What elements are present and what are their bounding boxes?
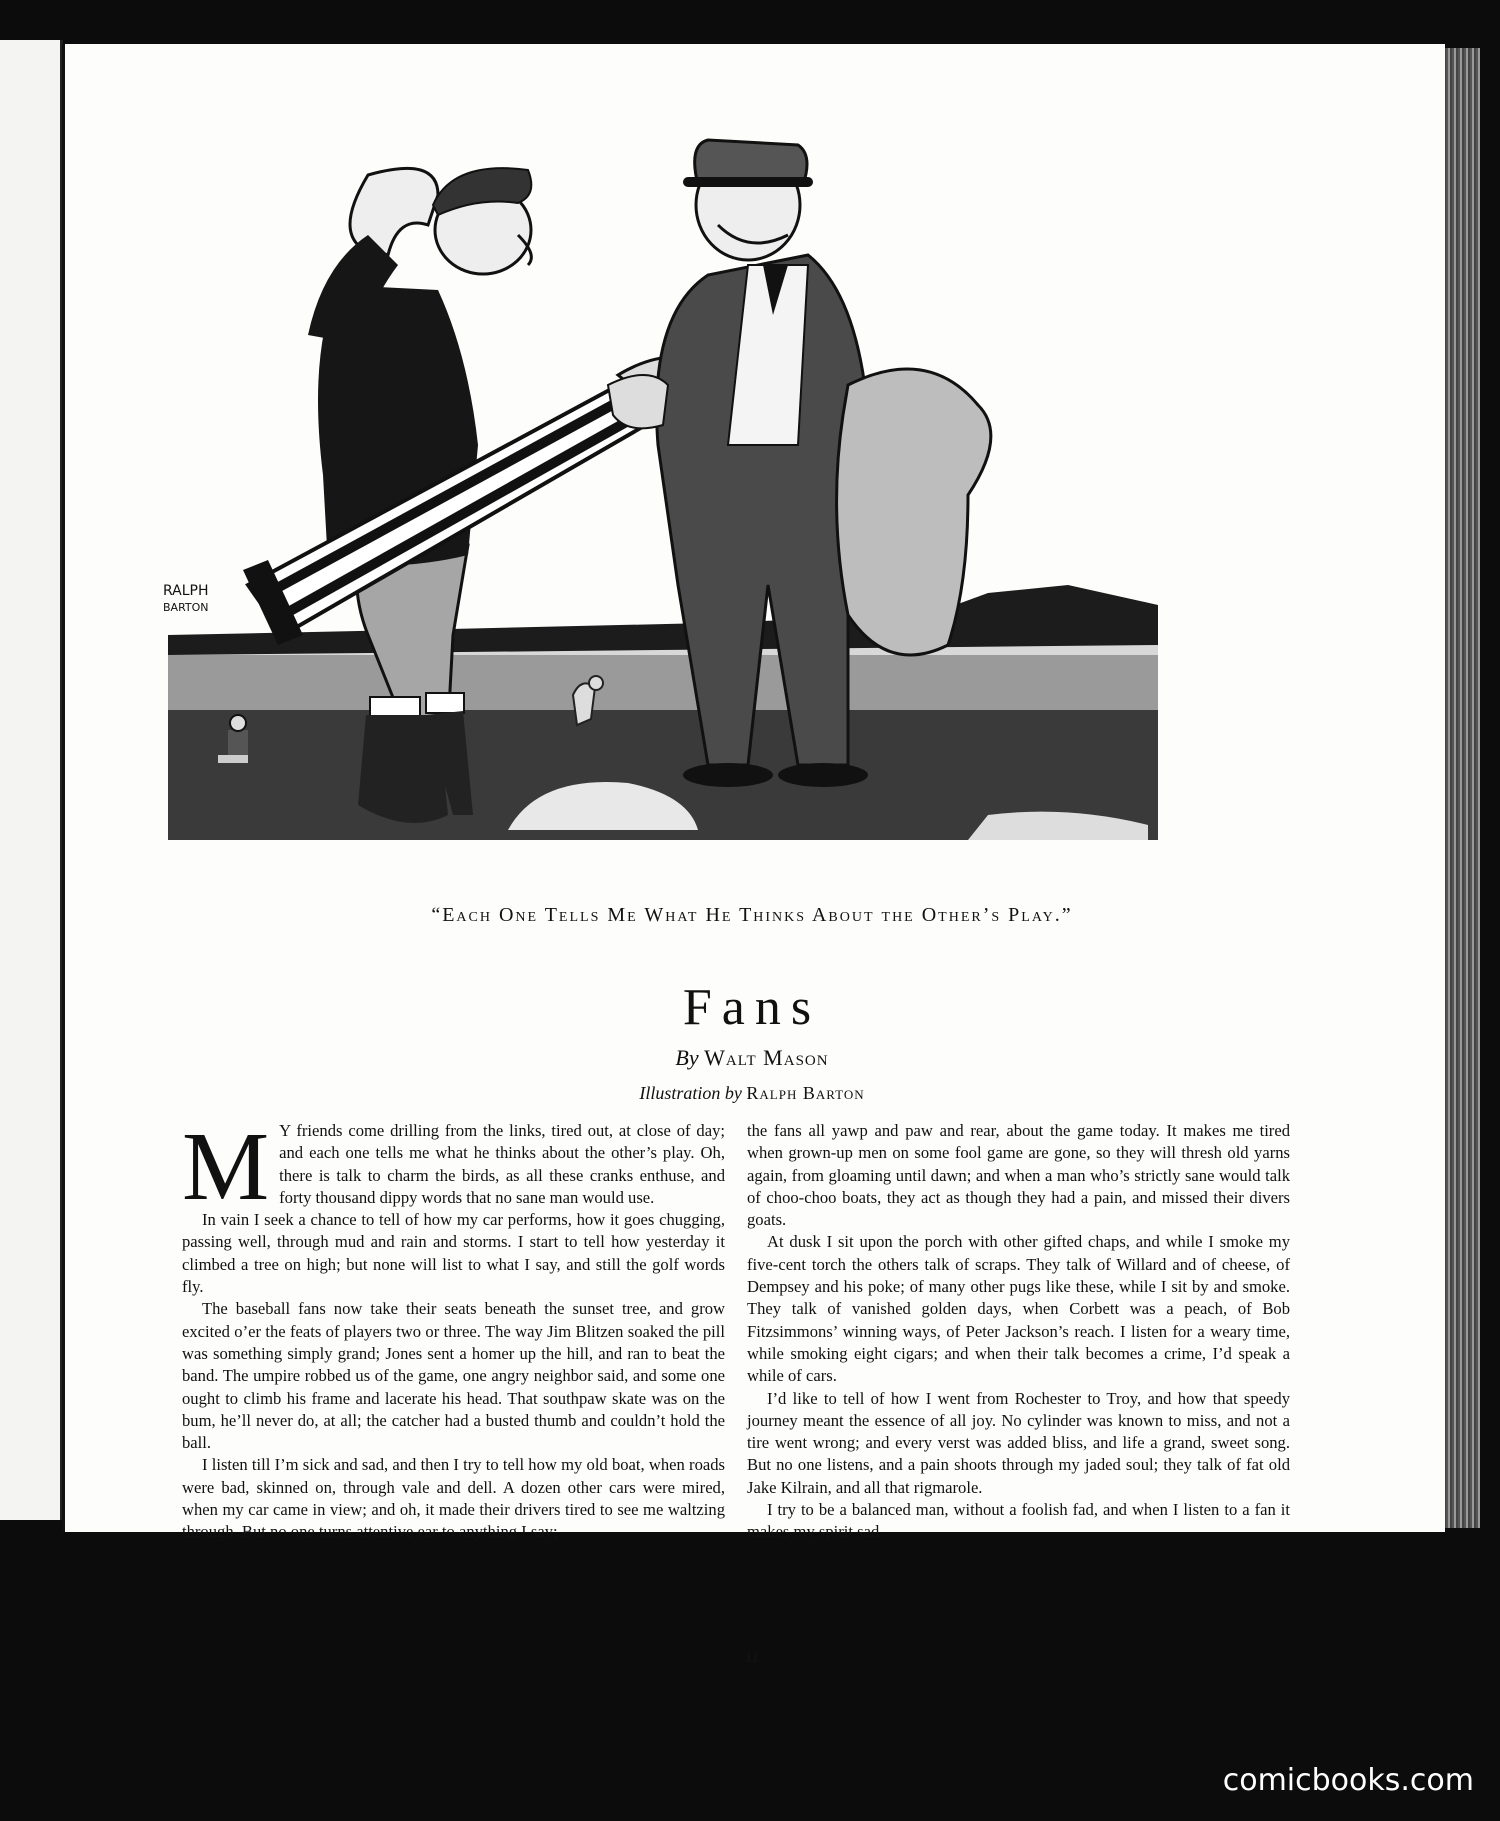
byline-prefix: By [675, 1045, 699, 1070]
drop-cap: M [182, 1113, 270, 1221]
paragraph [182, 1113, 725, 1221]
author-name: Walt Mason [704, 1045, 829, 1070]
page-edges [1440, 48, 1480, 1528]
paragraph: I listen till I’m sick and sad, and then I try to tell how my old boat, when roads were bad, skinned on, through vale and dell. A dozen other cars were mired, when my car came in view; and oh, it made their drivers tired to see me waltzing through. But no one turns attentive ear to anything I say; [182, 1455, 725, 1542]
illustration-caption: “Each One Tells Me What He Thinks About the Other’s Play.” [431, 904, 1073, 926]
paragraph: I’d like to tell of how I went from Rochester to Troy, and how that speedy journey meant the essence of all joy. No cylinder was known to miss, and not a tire went wrong; and every verst was added bliss, and life a grand, sweet song. But no one listens, and a pain shoots through my jaded soul; they talk of fat old Jake Kilrain, and all that rigmarole. [747, 1388, 1290, 1497]
golfers-illustration [108, 115, 1260, 895]
paragraph-text: Y friends come drilling from the links, tired out, at close of day; and each one tells me what he thinks about the other’s play. Oh, there is talk to charm the birds, as all these cranks enthuse, and forty thousand dippy words that no sane man would use. [279, 1121, 725, 1207]
watermark: comicbooks.com [1222, 1763, 1474, 1798]
credit-prefix: Illustration by [639, 1083, 742, 1103]
artist-signature-line2: BARTON [163, 601, 209, 614]
paragraph: The baseball fans now take their seats beneath the sunset tree, and grow excited o’er the feats of players two or three. The way Jim Blitzen soaked the pill was something simply grand; Jones sent a homer up the hill, and ran to beat the band. The umpire robbed us of the game, one angry neighbor said, and some one ought to climb his frame and lacerate his head. That southpaw skate was on the bum, he’ll never do, at all; the catcher had a busted thumb and couldn’t hold the ball. [182, 1299, 725, 1453]
artist-signature-line1: RALPH [163, 583, 209, 599]
paragraph: I try to be a balanced man, without a foolish fad, and when I listen to a fan it makes my spirit sad. [747, 1500, 1290, 1542]
text-column-right [747, 1120, 1290, 1544]
article-title: Fans [682, 979, 822, 1036]
byline [62, 1045, 1442, 1071]
illustrator-name: Ralph Barton [746, 1083, 865, 1103]
page-number: 11 [744, 1650, 760, 1666]
fairway [168, 655, 1158, 715]
paragraph: At dusk I sit upon the porch with other gifted chaps, and while I smoke my five-cent torch the others talk of scraps. They talk of Willard and of cheese, of Dempsey and his poke; of many other pugs like these, while I sit by and smoke. They talk of vanished golden days, when Corbett was a peach, of Bob Fitzsimmons’ winning ways, of Peter Jackson’s reach. I listen for a weary time, while smoking eight cigars; and when their talk becomes a crime, I’d speak a while of cars. [747, 1232, 1290, 1386]
illustration-credit [62, 1083, 1442, 1104]
paragraph: the fans all yawp and paw and rear, about the game today. It makes me tired when grown-up men on some fool game are gone, so they will thresh old yarns again, from gloaming until dawn; and when a man who’s strictly sane would talk of choo-choo boats, they act as though they had a pain, and missed their divers goats. [747, 1121, 1290, 1230]
paragraph: In vain I seek a chance to tell of how my car performs, how it goes chugging, passing well, through mud and rain and storms. I start to tell how yesterday it climbed a tree on high; but none will list to what I say, and still the golf words fly. [182, 1210, 725, 1297]
text-column-left [182, 1113, 725, 1544]
left-page-edge [0, 40, 63, 1520]
